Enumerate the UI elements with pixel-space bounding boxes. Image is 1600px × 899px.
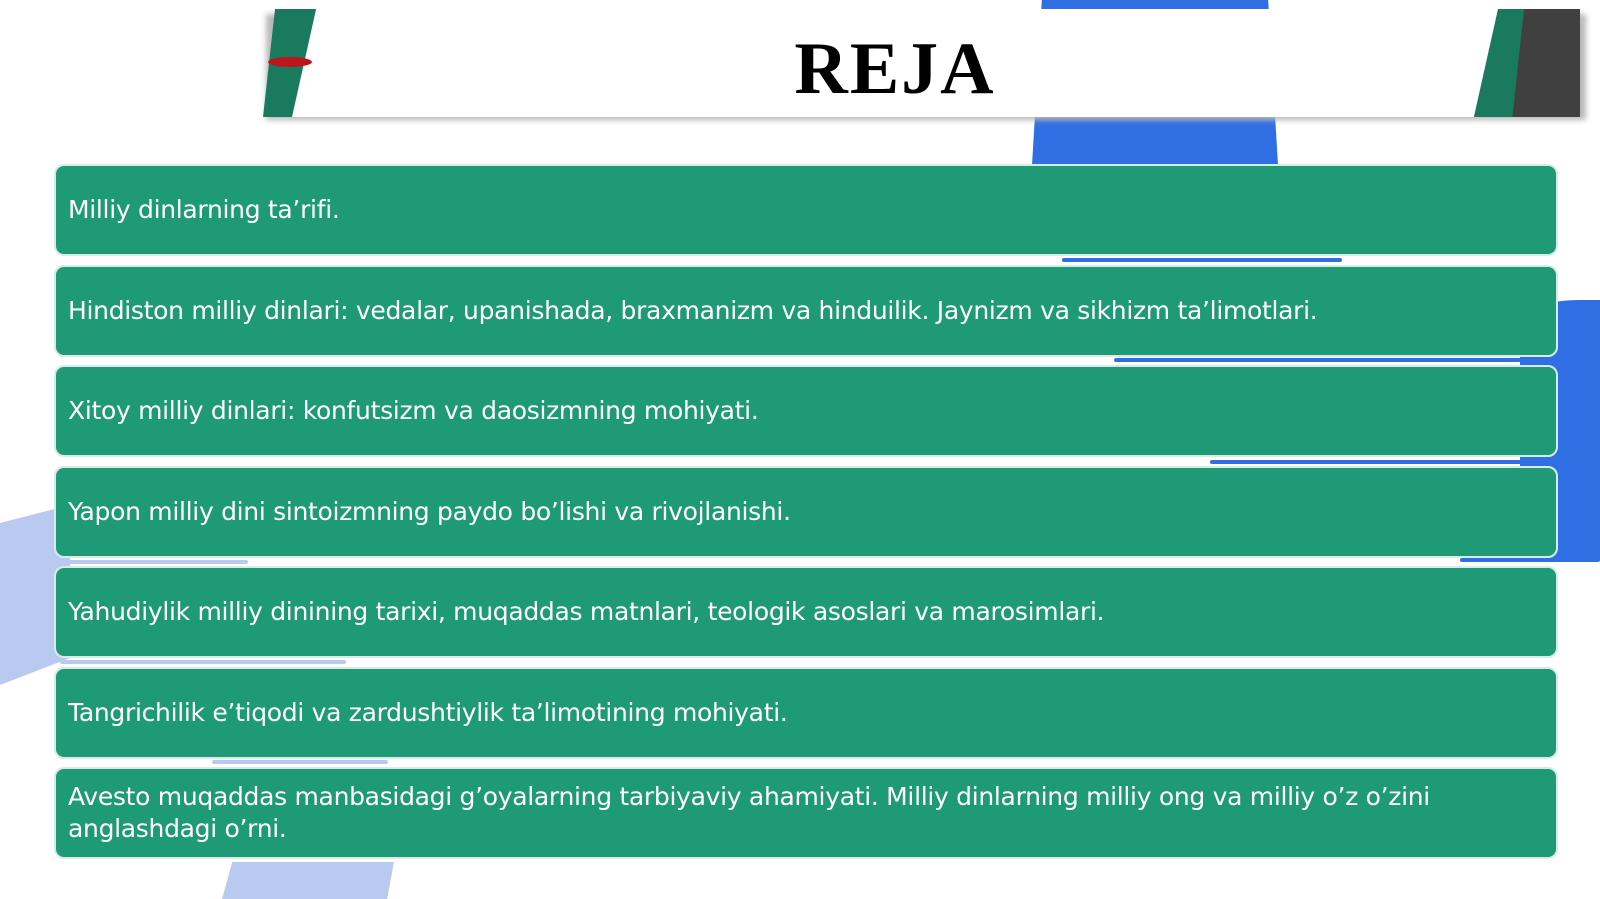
plan-item: Hindiston milliy dinlari: vedalar, upanishada, braxmanizm va hinduilik. Jaynizm va sikhizm ta’limotlari. — [54, 265, 1558, 357]
plan-item: Yahudiylik milliy dinining tarixi, muqaddas matnlari, teologik asoslari va marosimlari. — [54, 566, 1558, 658]
plan-item: Xitoy milliy dinlari: konfutsizm va daosizmning mohiyati. — [54, 365, 1558, 457]
plan-item: Milliy dinlarning ta’rifi. — [54, 164, 1558, 256]
plan-item: Yapon milliy dini sintoizmning paydo bo’lishi va rivojlanishi. — [54, 466, 1558, 558]
lavender-decor-bottom — [222, 862, 394, 899]
plan-list — [54, 164, 1558, 868]
plan-item: Tangrichilik e’tiqodi va zardushtiylik ta’limotining mohiyati. — [54, 667, 1558, 759]
slide-title: REJA — [794, 28, 996, 110]
plan-item: Avesto muqaddas manbasidagi g’oyalarning tarbiyaviy ahamiyati. Milliy dinlarning milliy ong va milliy o’z o’zini anglashdagi o’rni. — [54, 767, 1558, 859]
